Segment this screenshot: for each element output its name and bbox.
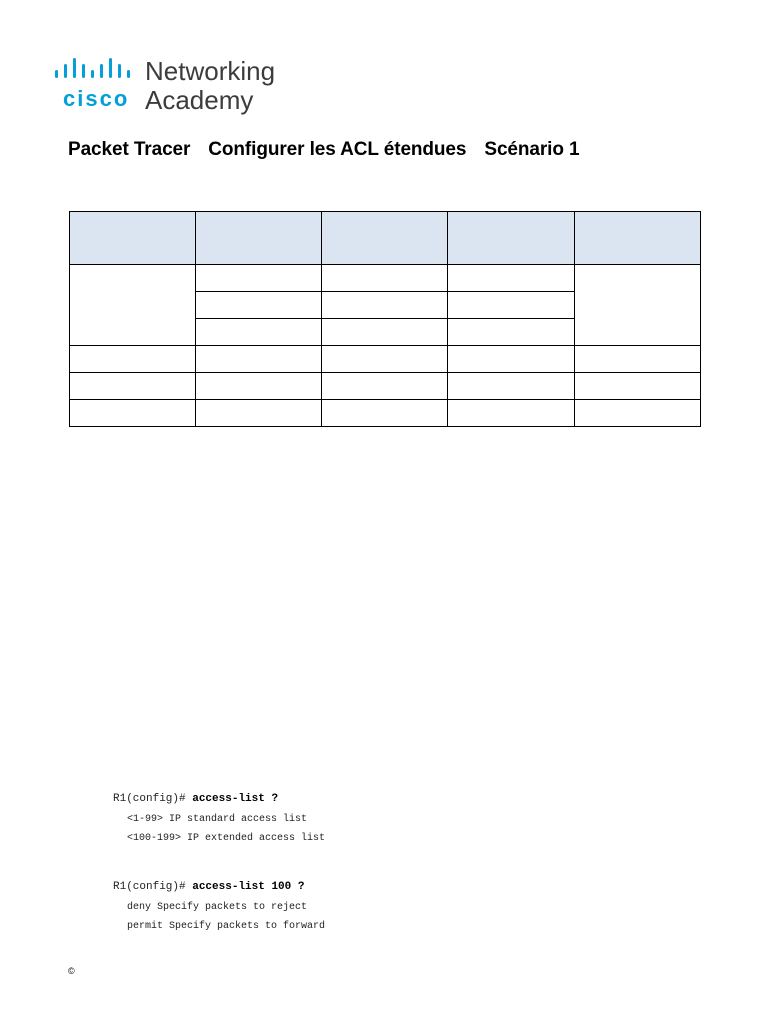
table-cell xyxy=(575,346,701,373)
table-cell xyxy=(196,373,322,400)
table-cell xyxy=(70,265,196,346)
address-table xyxy=(69,211,701,427)
cisco-wordmark: cisco xyxy=(63,86,130,111)
table-row xyxy=(70,346,701,373)
cli-prompt: R1(config)# xyxy=(113,881,186,893)
table-cell xyxy=(196,265,322,292)
table-cell xyxy=(196,346,322,373)
cisco-networking-academy-logo xyxy=(54,58,304,118)
table-row xyxy=(70,373,701,400)
title-part-scenario: Scénario 1 xyxy=(484,139,580,160)
title-part-packet-tracer: Packet Tracer xyxy=(68,139,191,160)
table-row xyxy=(70,265,701,292)
table-cell xyxy=(575,265,701,346)
table-header-cell xyxy=(575,212,701,265)
table-row xyxy=(70,400,701,427)
cli-command-line-1 xyxy=(113,792,278,806)
table-cell xyxy=(448,373,575,400)
cli-output-line: <100-199> IP extended access list xyxy=(127,833,326,844)
cisco-logo-icon xyxy=(54,58,304,118)
page-title xyxy=(68,139,579,161)
table-cell xyxy=(322,265,448,292)
copyright-symbol: © xyxy=(68,966,75,976)
table-cell xyxy=(322,400,448,427)
table-cell xyxy=(448,346,575,373)
table-cell xyxy=(448,319,575,346)
title-part-configurer: Configurer les ACL étendues xyxy=(208,139,467,160)
table-cell xyxy=(322,373,448,400)
cli-prompt: R1(config)# xyxy=(113,793,186,805)
cli-command: access-list ? xyxy=(192,793,279,805)
table-header-row xyxy=(70,212,701,265)
table-cell xyxy=(322,319,448,346)
table-cell xyxy=(575,373,701,400)
table-cell xyxy=(448,265,575,292)
cli-output-line: deny Specify packets to reject xyxy=(127,902,308,913)
table-cell xyxy=(322,346,448,373)
cli-command-line-2 xyxy=(113,880,304,894)
table-cell xyxy=(196,292,322,319)
table-cell xyxy=(322,292,448,319)
logo-networking: Networking xyxy=(145,58,276,86)
table-header-cell xyxy=(448,212,575,265)
table-cell xyxy=(196,319,322,346)
table-header-cell xyxy=(70,212,196,265)
cli-command: access-list 100 ? xyxy=(192,881,305,893)
table-cell xyxy=(448,400,575,427)
table-cell xyxy=(70,346,196,373)
table-header-cell xyxy=(196,212,322,265)
table-cell xyxy=(70,373,196,400)
logo-academy: Academy xyxy=(145,85,254,115)
table-cell xyxy=(575,400,701,427)
cli-output-line: permit Specify packets to forward xyxy=(127,921,326,932)
table-header-cell xyxy=(322,212,448,265)
cli-output-line: <1-99> IP standard access list xyxy=(127,814,308,825)
table-cell xyxy=(196,400,322,427)
table-cell xyxy=(448,292,575,319)
table-cell xyxy=(70,400,196,427)
